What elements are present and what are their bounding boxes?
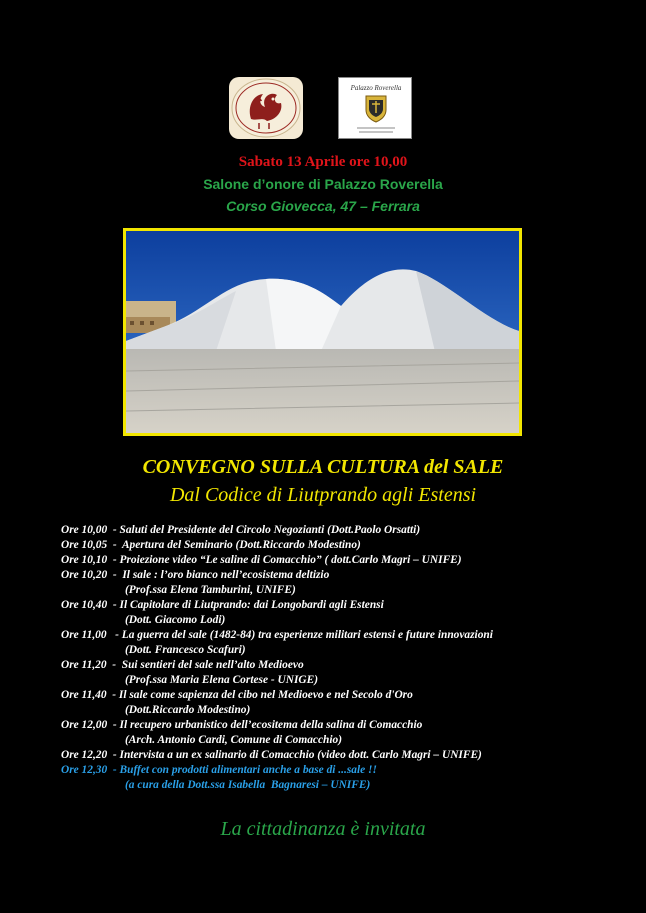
program-speaker: (Prof.ssa Maria Elena Cortese - UNIGE) (125, 674, 319, 686)
program-line: Ore 10,10 - Proiezione video “Le saline di Comacchio” ( dott.Carlo Magri – UNIFE) (61, 554, 462, 566)
rooster-emblem-icon (229, 77, 303, 139)
invitation-text: La cittadinanza è invitata (220, 818, 426, 840)
program-line: Ore 10,05 - Apertura del Seminario (Dott.Riccardo Modestino) (61, 539, 361, 551)
circle-logo (229, 77, 303, 139)
program-line: Ore 11,40 - Il sale come sapienza del cibo nel Medioevo e nel Secolo d'Oro (61, 689, 413, 701)
program-line: Ore 10,20 - Il sale : l’oro bianco nell’ecosistema deltizio (61, 569, 330, 581)
program-speaker: (Dott. Giacomo Lodi) (125, 614, 226, 626)
event-subtitle: Dal Codice di Liutprando agli Estensi (169, 484, 477, 506)
event-date: Sabato 13 Aprile ore 10,00 (238, 154, 408, 170)
program-line: Ore 11,20 - Sui sentieri del sale nell’alto Medioevo (61, 659, 304, 671)
program-line-buffet: Ore 12,30 - Buffet con prodotti alimentari anche a base di ...sale !! (61, 764, 377, 776)
salt-mountains-photo (123, 228, 522, 436)
program-list (61, 523, 641, 793)
program-line: Ore 11,00 - La guerra del sale (1482-84) tra esperienze militari estensi e future innovazioni (61, 629, 493, 641)
program-line: Ore 12,20 - Intervista a un ex salinario di Comacchio (video dott. Carlo Magri – UNIFE) (61, 749, 482, 761)
program-line: Ore 10,00 - Saluti del Presidente del Circolo Negozianti (Dott.Paolo Orsatti) (61, 524, 421, 536)
program-speaker-buffet: (a cura della Dott.ssa Isabella Bagnaresi – UNIFE) (125, 779, 371, 791)
program-speaker: (Arch. Antonio Cardi, Comune di Comacchio) (125, 734, 342, 746)
event-title: CONVEGNO SULLA CULTURA del SALE (142, 456, 504, 478)
event-address: Corso Giovecca, 47 – Ferrara (226, 198, 420, 214)
logo-text: Palazzo Roverella (350, 84, 402, 92)
program-speaker: (Dott.Riccardo Modestino) (125, 704, 251, 716)
crest-icon (366, 96, 386, 122)
palazzo-roverella-logo (338, 77, 412, 139)
program-line: Ore 12,00 - Il recupero urbanistico dell’ecositema della salina di Comacchio (61, 719, 423, 731)
event-venue: Salone d’onore di Palazzo Roverella (203, 176, 443, 192)
program-speaker: (Prof.ssa Elena Tamburini, UNIFE) (125, 584, 296, 596)
program-speaker: (Dott. Francesco Scafuri) (125, 644, 246, 656)
program-line: Ore 10,40 - Il Capitolare di Liutprando: dai Longobardi agli Estensi (61, 599, 384, 611)
